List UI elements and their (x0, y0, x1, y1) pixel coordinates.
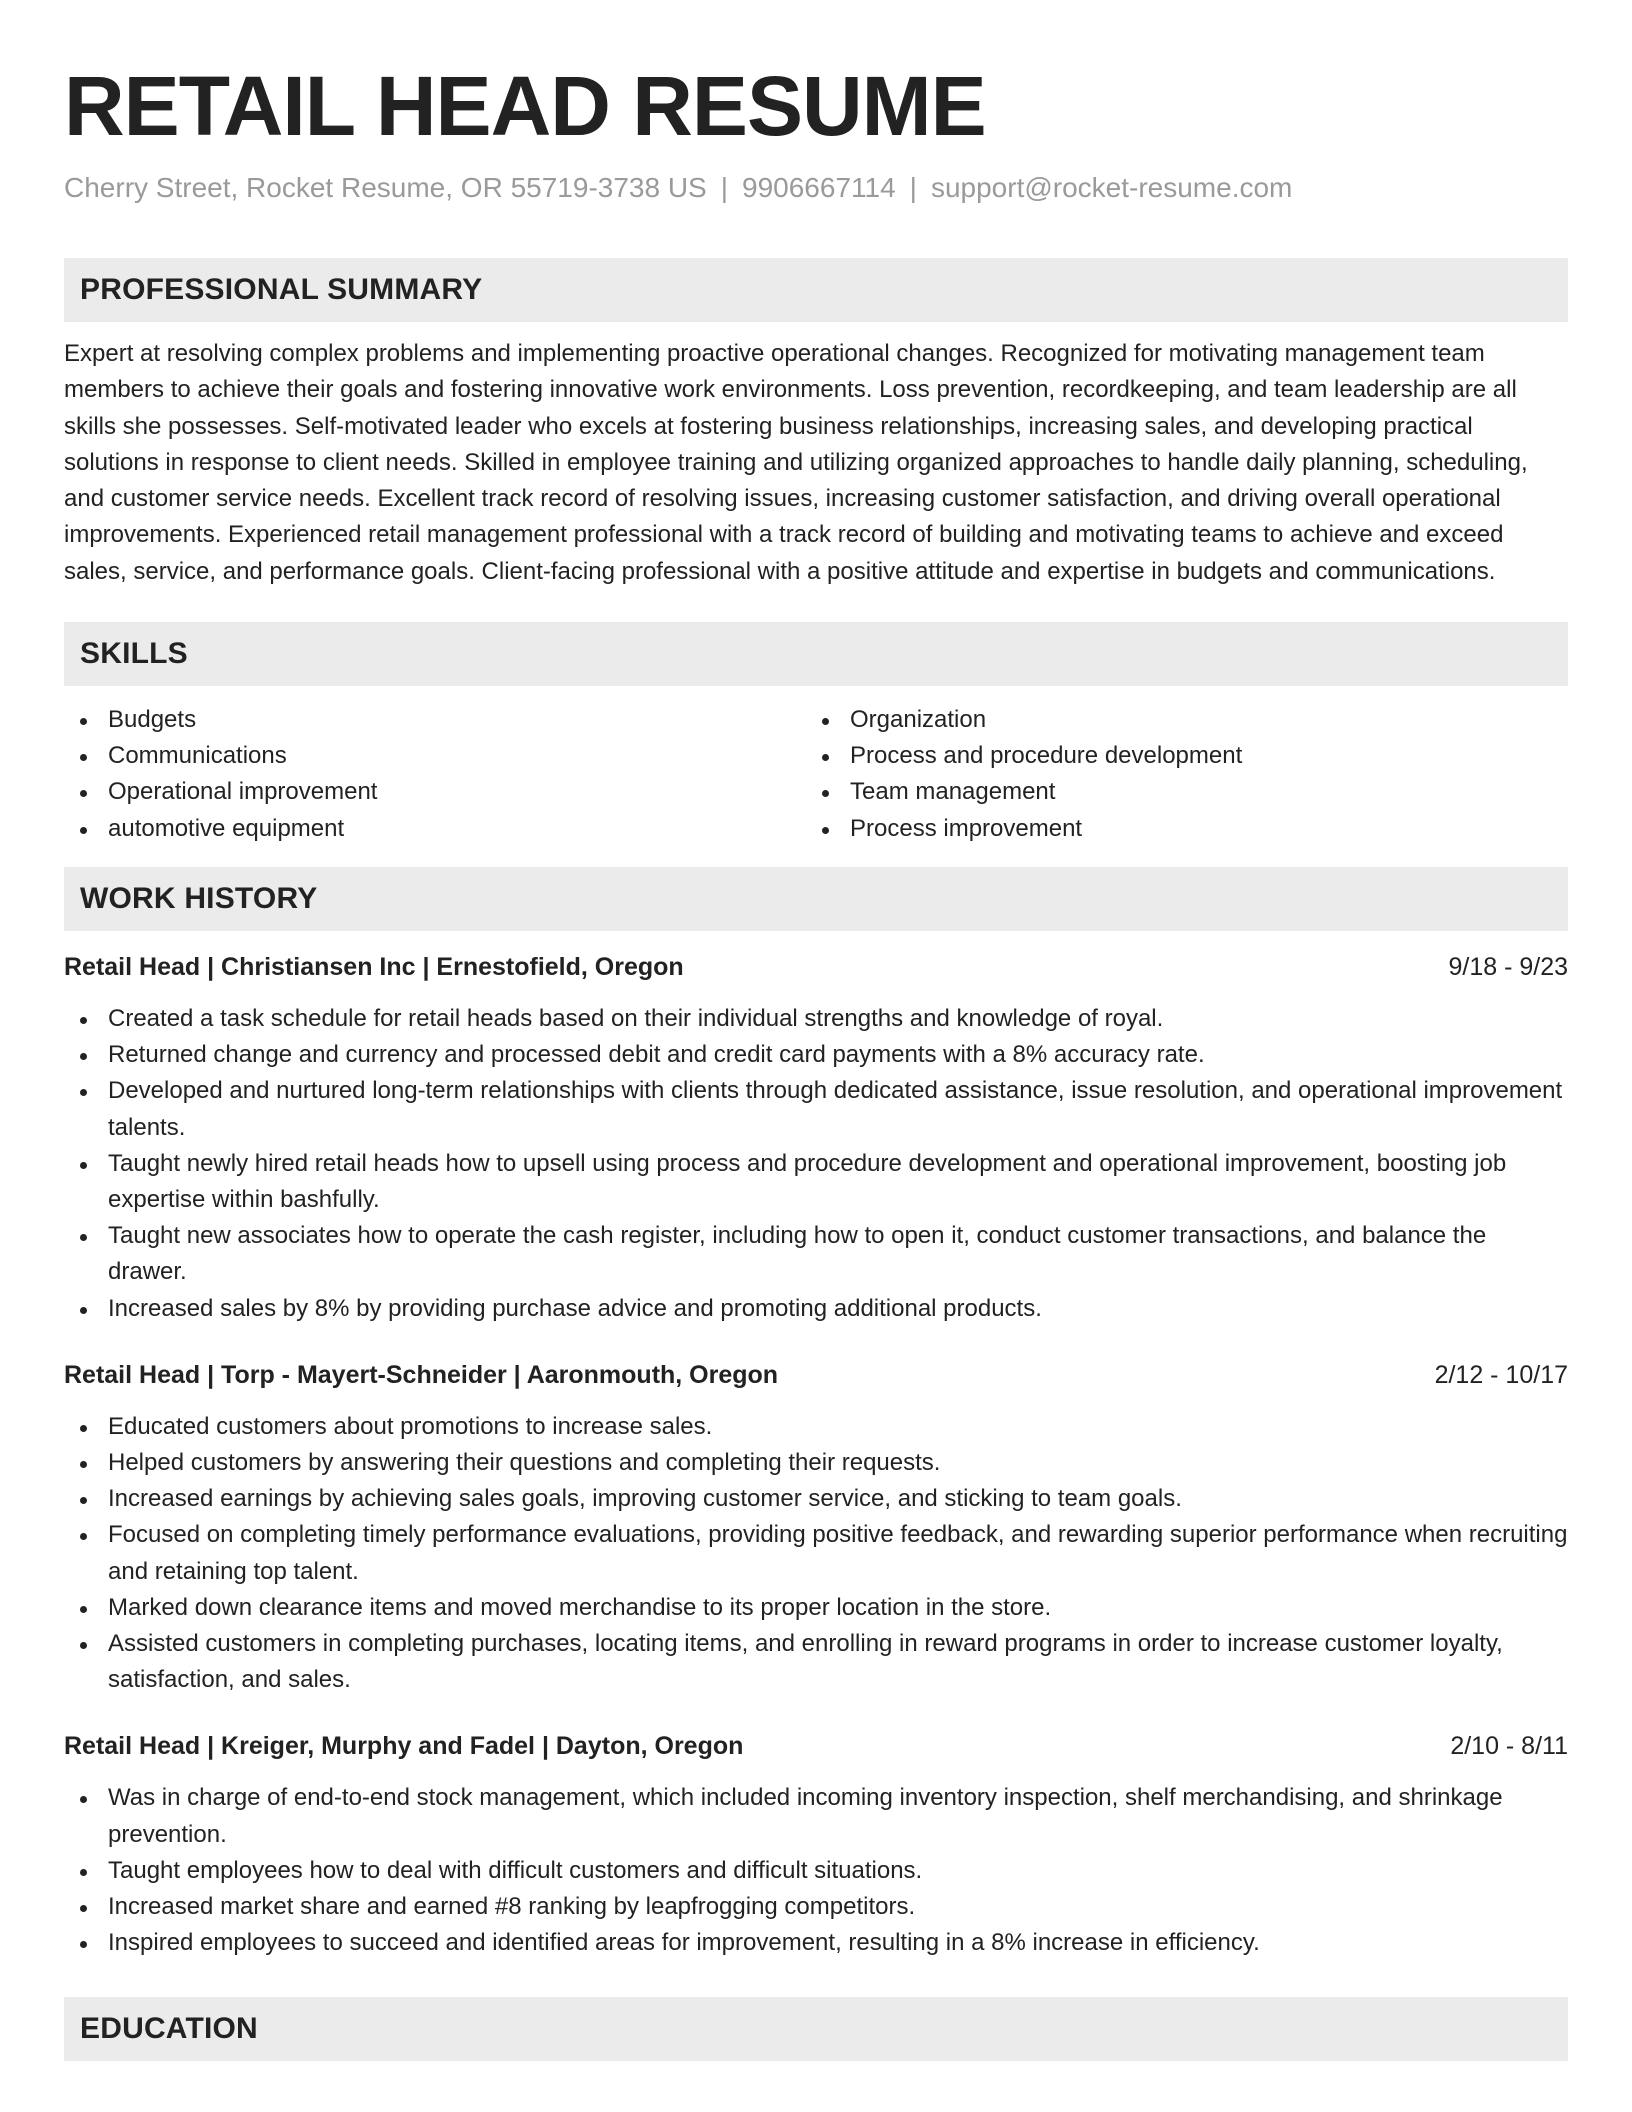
job-entry (64, 1357, 1568, 1699)
job-title: Retail Head | Torp - Mayert-Schneider | Aaronmouth, Oregon (64, 1360, 779, 1389)
skill-item: Communications (64, 738, 806, 774)
job-bullet: Educated customers about promotions to increase sales. (64, 1409, 1568, 1445)
job-dates: 2/12 - 10/17 (1434, 1360, 1568, 1389)
skill-item: Process and procedure development (806, 738, 1548, 774)
job-bullet: Assisted customers in completing purchases, locating items, and enrolling in reward programs in order to increase customer loyalty, satisfaction, and sales. (64, 1626, 1568, 1698)
job-bullet: Taught employees how to deal with difficult customers and difficult situations. (64, 1853, 1568, 1889)
section-header-work-history: WORK HISTORY (64, 867, 1568, 931)
job-title: Retail Head | Kreiger, Murphy and Fadel | Dayton, Oregon (64, 1732, 744, 1761)
contact-separator: | (720, 172, 729, 203)
contact-address: Cherry Street, Rocket Resume, OR 55719-3738 US (64, 172, 707, 203)
job-bullet: Marked down clearance items and moved merchandise to its proper location in the store. (64, 1590, 1568, 1626)
contact-line (64, 170, 1568, 206)
resume-title: RETAIL HEAD RESUME (64, 59, 986, 153)
contact-email: support@rocket-resume.com (930, 172, 1293, 203)
job-title: Retail Head | Christiansen Inc | Ernestofield, Oregon (64, 952, 684, 981)
job-bullet: Taught new associates how to operate the cash register, including how to open it, conduct customer transactions, and balance the drawer. (64, 1218, 1568, 1290)
job-bullet: Was in charge of end-to-end stock management, which included incoming inventory inspection, shelf merchandising, and shrinkage prevention. (64, 1780, 1568, 1852)
job-entry (64, 949, 1568, 1327)
skill-item: Budgets (64, 702, 806, 738)
skill-item: Team management (806, 774, 1548, 810)
contact-separator: | (909, 172, 917, 203)
skills-column-left (64, 702, 806, 847)
job-bullet: Created a task schedule for retail heads based on their individual strengths and knowledge of royal. (64, 1001, 1568, 1037)
job-bullet: Helped customers by answering their questions and completing their requests. (64, 1445, 1568, 1481)
skills-column-right (806, 702, 1548, 847)
job-header (64, 1728, 1568, 1764)
section-header-professional-summary: PROFESSIONAL SUMMARY (64, 258, 1568, 322)
job-header (64, 1357, 1568, 1393)
job-dates: 9/18 - 9/23 (1448, 952, 1568, 981)
job-bullet: Developed and nurtured long-term relationships with clients through dedicated assistance, issue resolution, and operational improvement talents. (64, 1073, 1568, 1145)
job-bullets (64, 1409, 1568, 1699)
job-header (64, 949, 1568, 985)
job-bullet: Increased sales by 8% by providing purchase advice and promoting additional products. (64, 1291, 1568, 1327)
job-bullets (64, 1780, 1568, 1961)
job-bullet: Focused on completing timely performance evaluations, providing positive feedback, and rewarding superior performance when recruiting and retaining top talent. (64, 1517, 1568, 1589)
job-bullets (64, 1001, 1568, 1327)
job-bullet: Taught newly hired retail heads how to upsell using process and procedure development and operational improvement, boosting job expertise within bashfully. (64, 1146, 1568, 1218)
skill-item: Organization (806, 702, 1548, 738)
job-bullet: Inspired employees to succeed and identified areas for improvement, resulting in a 8% increase in efficiency. (64, 1925, 1568, 1961)
professional-summary-text: Expert at resolving complex problems and implementing proactive operational changes. Recognized for motivating management team members to achieve their goals and fostering innovative work environments. Loss prevention, recordkeeping, and team leadership are all skills she possesses. Self-motivated leader who excels at fostering business relationships, increasing sales, and developing practical solutions in response to client needs. Skilled in employee training and utilizing organized approaches to handle daily planning, scheduling, and customer service needs. Excellent track record of resolving issues, increasing customer satisfaction, and driving overall operational improvements. Experienced retail management professional with a track record of building and motivating teams to achieve and exceed sales, service, and performance goals. Client-facing professional with a positive attitude and expertise in budgets and communications. (64, 340, 1528, 585)
resume-page (64, 0, 1568, 2061)
job-bullet: Increased market share and earned #8 ranking by leapfrogging competitors. (64, 1889, 1568, 1925)
job-bullet: Returned change and currency and processed debit and credit card payments with a 8% accuracy rate. (64, 1037, 1568, 1073)
contact-phone: 9906667114 (742, 172, 896, 203)
skills-grid (64, 702, 1568, 847)
skill-item: Operational improvement (64, 774, 806, 810)
section-header-education: EDUCATION (64, 1997, 1568, 2061)
skill-item: Process improvement (806, 811, 1548, 847)
job-bullet: Increased earnings by achieving sales goals, improving customer service, and sticking to team goals. (64, 1481, 1568, 1517)
job-entry (64, 1728, 1568, 1961)
job-dates: 2/10 - 8/11 (1450, 1732, 1568, 1761)
section-header-skills: SKILLS (64, 622, 1568, 686)
skill-item: automotive equipment (64, 811, 806, 847)
